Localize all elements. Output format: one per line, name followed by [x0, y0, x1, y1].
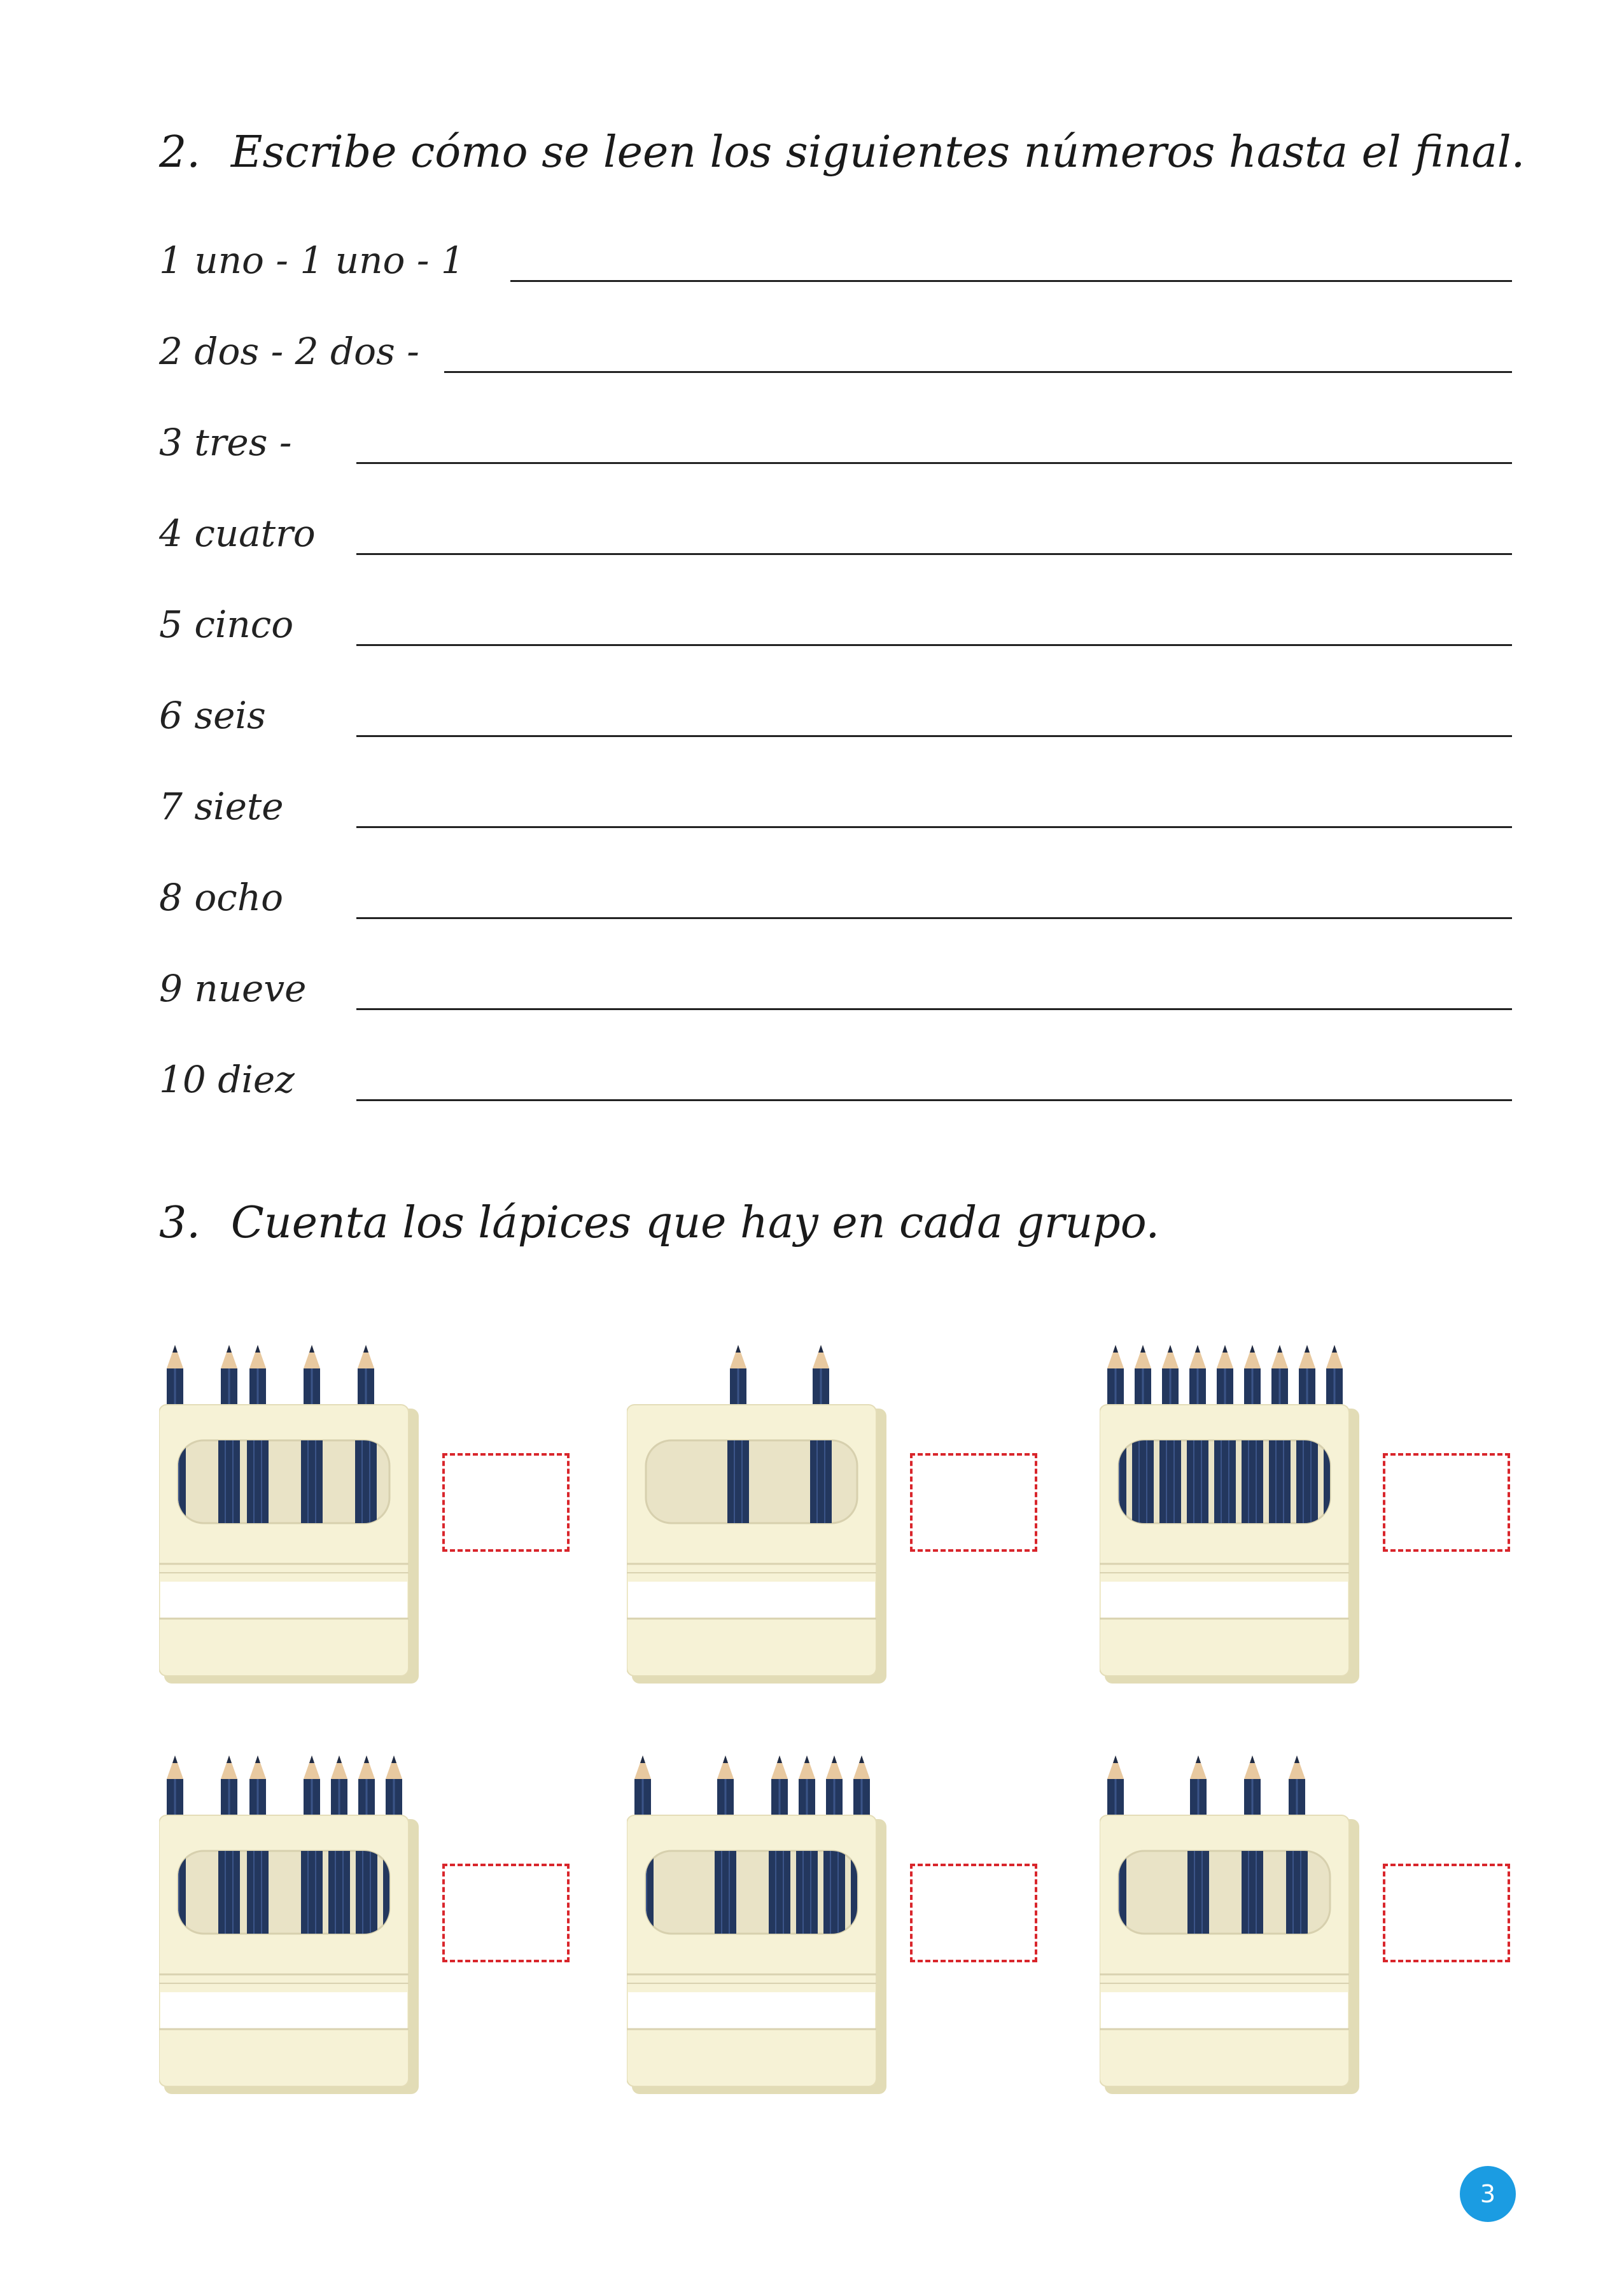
pencil — [634, 1755, 651, 1817]
pencil-group-2 — [627, 1333, 1060, 1690]
writing-line[interactable] — [356, 1008, 1512, 1010]
pencil-in-window — [796, 1851, 818, 1934]
pencil-in-window — [247, 1851, 269, 1934]
pencil-group-6 — [1100, 1744, 1532, 2100]
pencil-box-illustration — [1100, 1744, 1380, 2100]
pencil-group-3 — [1100, 1333, 1532, 1690]
pencil — [221, 1755, 237, 1817]
section-2-number: 2. — [159, 127, 200, 178]
writing-line[interactable] — [356, 462, 1512, 464]
pencil — [1289, 1755, 1305, 1817]
number-row-7 — [159, 785, 1508, 836]
answer-box[interactable] — [442, 1864, 570, 1962]
writing-line[interactable] — [356, 1099, 1512, 1101]
pencil — [1299, 1345, 1315, 1407]
pencil — [1244, 1755, 1261, 1817]
pencil — [799, 1755, 815, 1817]
number-row-5 — [159, 603, 1508, 654]
box-label — [1101, 1992, 1348, 2029]
pencil-in-window — [301, 1851, 323, 1934]
pencil — [730, 1345, 746, 1407]
answer-box[interactable] — [910, 1453, 1037, 1552]
writing-line[interactable] — [356, 917, 1512, 919]
pencil-in-window — [1269, 1440, 1291, 1523]
pencil — [358, 1755, 375, 1817]
section-3-number: 3. — [159, 1198, 200, 1248]
row-prefix: 8 ocho — [159, 876, 284, 919]
number-row-3 — [159, 421, 1508, 472]
pencil-group-1 — [159, 1333, 592, 1690]
pencil-box-illustration — [627, 1744, 907, 2100]
number-row-4 — [159, 512, 1508, 563]
row-prefix: 9 nueve — [159, 967, 307, 1010]
pencil — [1326, 1345, 1343, 1407]
box-label — [1101, 1582, 1348, 1619]
pencil-in-window — [1132, 1440, 1154, 1523]
pencil-in-window — [1286, 1851, 1308, 1934]
number-row-9 — [159, 967, 1508, 1018]
pencil-in-window — [769, 1851, 790, 1934]
pencil-in-window — [1242, 1851, 1263, 1934]
pencil-in-window — [301, 1440, 323, 1523]
pencil-box-illustration — [1100, 1333, 1380, 1690]
box-label — [160, 1582, 407, 1619]
pencil — [249, 1755, 266, 1817]
pencil — [1244, 1345, 1261, 1407]
pencil — [1271, 1345, 1288, 1407]
pencil-box-illustration — [159, 1744, 439, 2100]
pencil-in-window — [715, 1851, 736, 1934]
pencil-in-window — [247, 1440, 269, 1523]
pencil — [717, 1755, 734, 1817]
writing-line[interactable] — [356, 644, 1512, 646]
pencil-group-5 — [627, 1744, 1060, 2100]
writing-line[interactable] — [444, 371, 1512, 373]
row-prefix: 2 dos - 2 dos - — [159, 330, 419, 373]
writing-line[interactable] — [356, 735, 1512, 737]
writing-line[interactable] — [356, 826, 1512, 828]
pencil-in-window — [1242, 1440, 1263, 1523]
section-2-instruction: Escribe cómo se leen los siguientes números hasta el final. — [230, 127, 1525, 178]
pencil — [167, 1755, 183, 1817]
pencil — [331, 1755, 347, 1817]
row-prefix: 3 tres - — [159, 421, 292, 464]
pencil — [304, 1345, 320, 1407]
section-3-heading — [159, 1198, 1159, 1248]
pencil — [221, 1345, 237, 1407]
box-label — [628, 1992, 875, 2029]
box-label — [628, 1582, 875, 1619]
pencil — [1107, 1345, 1124, 1407]
window-pencils — [1105, 1440, 1345, 1523]
pencil-box-illustration — [159, 1333, 439, 1690]
pencil-in-window — [218, 1440, 240, 1523]
pencil — [1189, 1345, 1206, 1407]
pencil — [1107, 1755, 1124, 1817]
pencil-in-window — [1214, 1440, 1236, 1523]
pencil-in-window — [218, 1851, 240, 1934]
writing-line[interactable] — [356, 553, 1512, 555]
number-row-8 — [159, 876, 1508, 927]
pencil-in-window — [356, 1851, 377, 1934]
pencil-in-window — [823, 1851, 845, 1934]
section-3-instruction: Cuenta los lápices que hay en cada grupo. — [230, 1198, 1160, 1248]
pencil-in-window — [355, 1440, 377, 1523]
row-prefix: 10 diez — [159, 1058, 295, 1101]
pencil — [813, 1345, 829, 1407]
answer-box[interactable] — [910, 1864, 1037, 1962]
pencil — [1135, 1345, 1151, 1407]
pencil — [249, 1345, 266, 1407]
answer-box[interactable] — [1383, 1864, 1510, 1962]
number-row-10 — [159, 1058, 1508, 1109]
row-prefix: 7 siete — [159, 785, 284, 828]
pencil — [853, 1755, 870, 1817]
pencil-group-4 — [159, 1744, 592, 2100]
pencil-box-illustration — [627, 1333, 907, 1690]
pencil — [386, 1755, 402, 1817]
answer-box[interactable] — [442, 1453, 570, 1552]
writing-line[interactable] — [510, 280, 1512, 282]
pencil-in-window — [1187, 1440, 1208, 1523]
pencil — [304, 1755, 320, 1817]
answer-box[interactable] — [1383, 1453, 1510, 1552]
row-prefix: 1 uno - 1 uno - 1 — [159, 239, 465, 282]
pencil-in-window — [810, 1440, 832, 1523]
pencil-in-window — [1187, 1851, 1209, 1934]
pencil — [771, 1755, 788, 1817]
row-prefix: 6 seis — [159, 694, 266, 737]
pencil-in-window — [1159, 1440, 1181, 1523]
pencil — [167, 1345, 183, 1407]
row-prefix: 4 cuatro — [159, 512, 316, 555]
page-number-badge: 3 — [1460, 2166, 1516, 2222]
pencil — [826, 1755, 843, 1817]
row-prefix: 5 cinco — [159, 603, 294, 646]
number-row-1 — [159, 239, 1508, 290]
section-2-heading — [159, 127, 1525, 178]
pencil — [1190, 1755, 1207, 1817]
number-row-6 — [159, 694, 1508, 745]
number-row-2 — [159, 330, 1508, 381]
pencil — [358, 1345, 374, 1407]
pencil-in-window — [1296, 1440, 1318, 1523]
pencil — [1162, 1345, 1179, 1407]
pencil — [1217, 1345, 1233, 1407]
box-label — [160, 1992, 407, 2029]
pencil-in-window — [328, 1851, 350, 1934]
pencil-in-window — [727, 1440, 749, 1523]
